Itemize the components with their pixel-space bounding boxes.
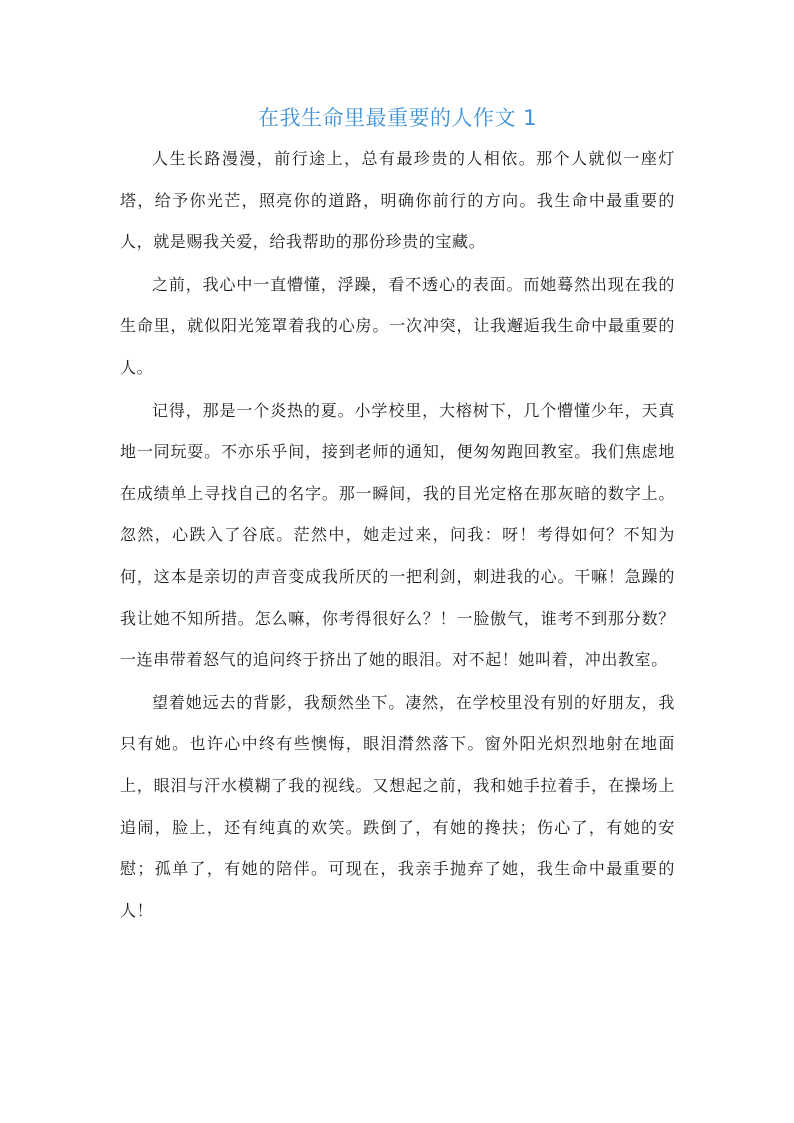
- paragraph-3: 记得，那是一个炎热的夏。小学校里，大榕树下，几个懵懂少年，天真地一同玩耍。不亦乐乎间，接到老师的通知，便匆匆跑回教室。我们焦虑地在成绩单上寻找自己的名字。那一瞬间，我的目光定格在那灰暗的数字上。忽然，心跌入了谷底。茫然中，她走过来，问我：呀！考得如何？不知为何，这本是亲切的声音变成我所厌的一把利剑，刺进我的心。干嘛！急躁的我让她不知所措。怎么嘛，你考得很好么？！一脸傲气，谁考不到那分数？一连串带着怒气的追问终于挤出了她的眼泪。对不起！她叫着，冲出教室。: [120, 400, 675, 670]
- document-page: [120, 100, 675, 931]
- paragraph-1: 人生长路漫漫，前行途上，总有最珍贵的人相依。那个人就似一座灯塔，给予你光芒，照亮你的道路，明确你前行的方向。我生命中最重要的人，就是赐我关爱，给我帮助的那份珍贵的宝藏。: [120, 149, 675, 252]
- paragraph-4: 望着她远去的背影，我颓然坐下。凄然，在学校里没有别的好朋友，我只有她。也许心中终有些懊悔，眼泪潸然落下。窗外阳光炽烈地射在地面上，眼泪与汗水模糊了我的视线。又想起之前，我和她手拉着手，在操场上追闹，脸上，还有纯真的欢笑。跌倒了，有她的搀扶；伤心了，有她的安慰；孤单了，有她的陪伴。可现在，我亲手抛弃了她，我生命中最重要的人！: [120, 692, 675, 920]
- paragraph-2: 之前，我心中一直懵懂，浮躁，看不透心的表面。而她蓦然出现在我的生命里，就似阳光笼罩着我的心房。一次冲突，让我邂逅我生命中最重要的人。: [120, 274, 675, 377]
- document-title: 在我生命里最重要的人作文 1: [257, 106, 538, 130]
